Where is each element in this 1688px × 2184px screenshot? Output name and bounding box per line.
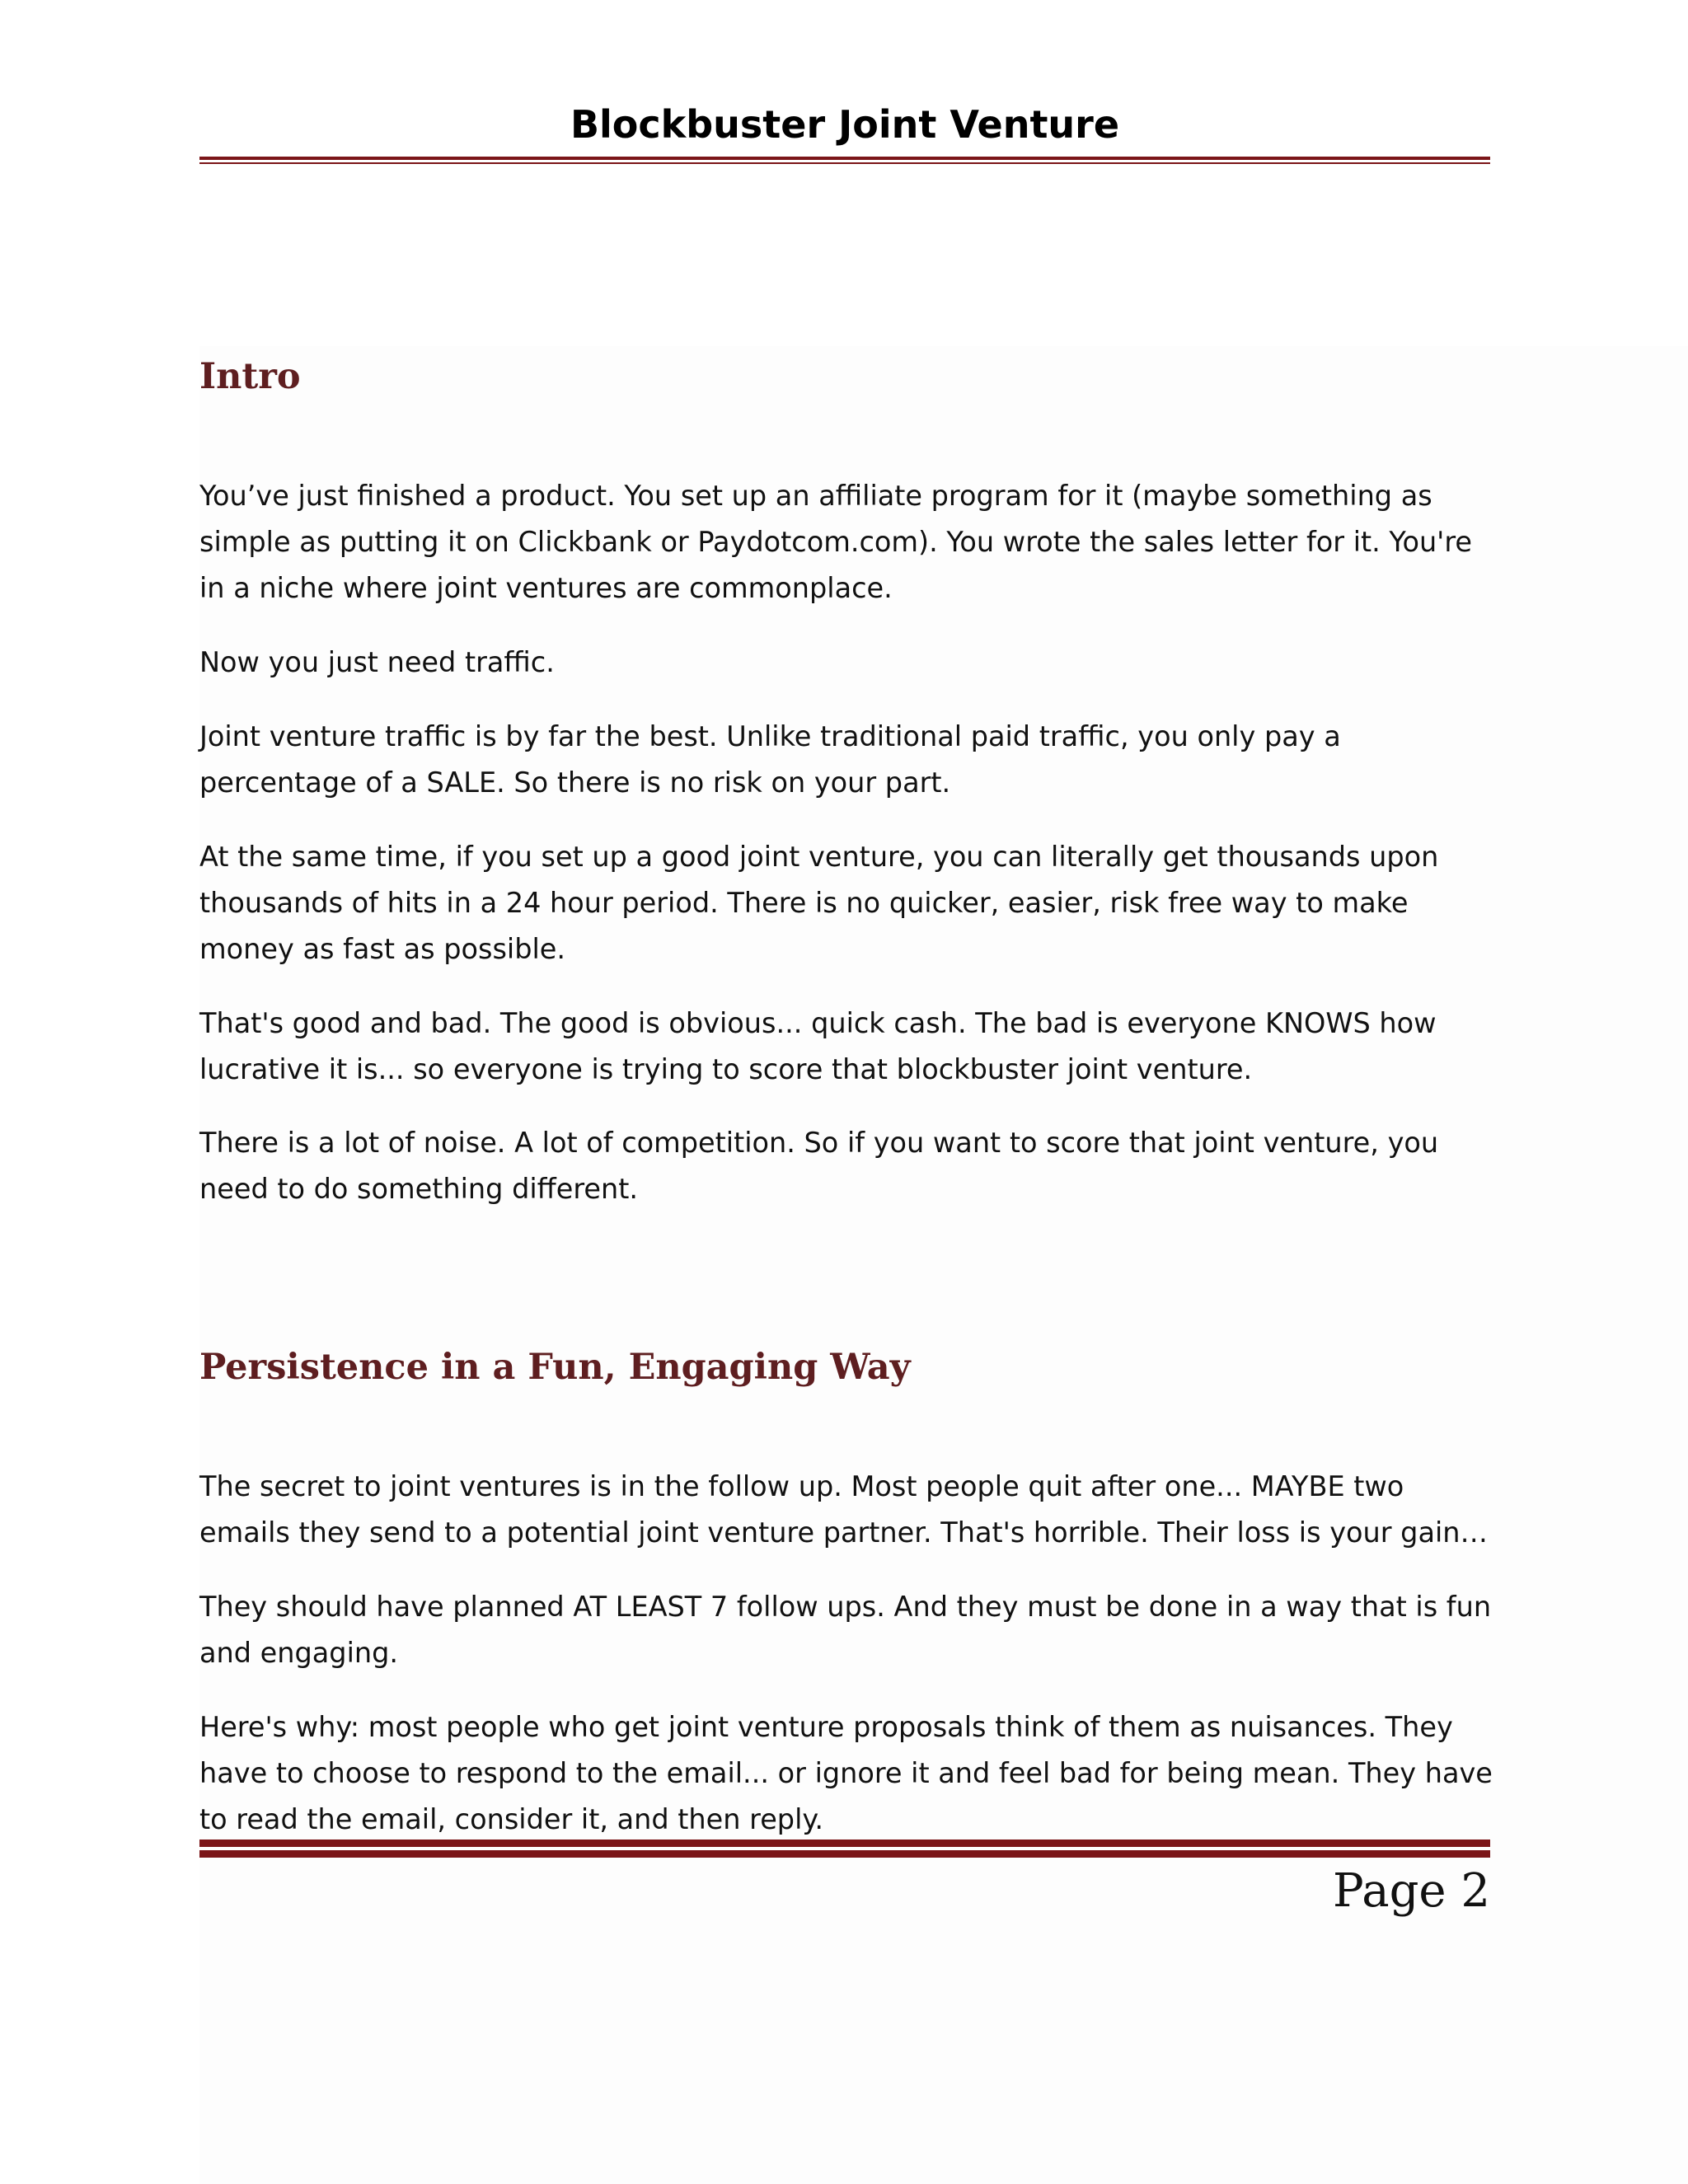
footer-rule: [199, 1840, 1490, 1859]
paragraph: You’ve just finished a product. You set up an affiliate program for it (maybe something as simple as putting it on Clickbank or Paydotcom.com). You wrote the sales letter for it. You're in a niche where joint ventures are commonplace.: [199, 480, 1473, 604]
header-title: Blockbuster Joint Venture: [570, 102, 1120, 147]
header-rule: [199, 157, 1490, 165]
paragraph: At the same time, if you set up a good joint venture, you can literally get thousands upon thousands of hits in a 24 hour period. There is no quicker, easier, risk free way to make money as fast as possible.: [199, 841, 1439, 965]
paragraph: The secret to joint ventures is in the follow up. Most people quit after one... MAYBE two emails they send to a potential joint venture partner. That's horrible. Their loss is your gain…: [199, 1470, 1489, 1549]
paragraph: Joint venture traffic is by far the best. Unlike traditional paid traffic, you only pay a percentage of a SALE. So there is no risk on your part.: [199, 720, 1341, 799]
paragraph: Here's why: most people who get joint venture proposals think of them as nuisances. They have to choose to respond to the email... or ignore it and feel bad for being mean. They have to read the email, consider it, and then reply.: [199, 1711, 1493, 1835]
section-heading-persistence: Persistence in a Fun, Engaging Way: [199, 1347, 911, 1388]
page-number: Page 2: [1333, 1864, 1490, 1918]
paragraph: That's good and bad. The good is obvious... quick cash. The bad is everyone KNOWS how lucrative it is... so everyone is trying to score that blockbuster joint venture.: [199, 1007, 1437, 1085]
paragraph: There is a lot of noise. A lot of competition. So if you want to score that joint venture, you need to do something different.: [199, 1127, 1439, 1205]
paragraph: Now you just need traffic.: [199, 646, 555, 678]
paragraph: They should have planned AT LEAST 7 follow ups. And they must be done in a way that is fun and engaging.: [199, 1591, 1492, 1669]
section-heading-intro: Intro: [199, 356, 301, 397]
